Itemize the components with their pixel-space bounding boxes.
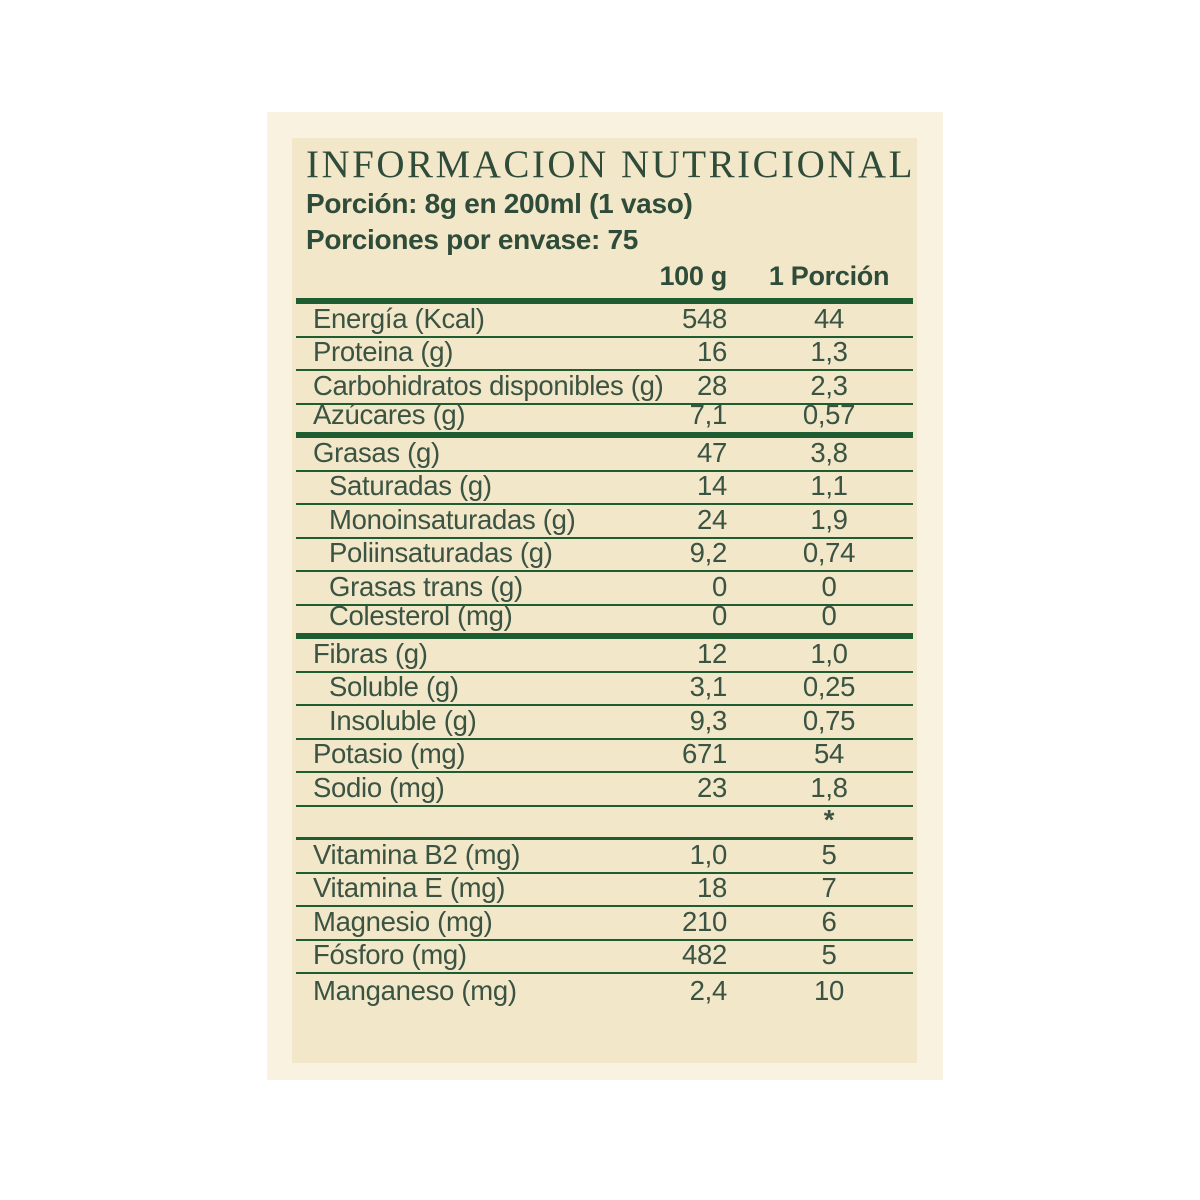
nutrition-label-panel: [292, 138, 917, 1063]
label-title: INFORMACION NUTRICIONAL: [306, 143, 915, 186]
table-row: [296, 740, 913, 774]
value-per-portion: 7: [821, 872, 837, 903]
value-per-portion: 1,0: [810, 637, 848, 669]
value-per-portion: 2,3: [810, 369, 848, 401]
table-row: [296, 974, 913, 1008]
nutrient-name: Vitamina E (mg): [313, 872, 506, 903]
value-per-portion: 10: [814, 974, 844, 1006]
table-row: [296, 706, 913, 740]
nutrient-name: Manganeso (mg): [313, 974, 517, 1006]
nutrient-name: Grasas trans (g): [329, 570, 523, 602]
col-header-per-portion: 1 Porción: [768, 261, 890, 291]
nutrient-name: Proteina (g): [313, 336, 454, 367]
value-per-portion: 0,25: [802, 671, 856, 702]
nutrient-name: Grasas (g): [313, 436, 440, 468]
table-row: [296, 639, 913, 673]
table-row: [296, 505, 913, 539]
value-per-portion: 0,57: [802, 399, 856, 430]
value-per-portion: 1,3: [810, 336, 848, 367]
nutrient-name: Monoinsaturadas (g): [329, 503, 576, 535]
value-per-portion: 1,9: [810, 503, 848, 535]
nutrient-name: Carbohidratos disponibles (g): [313, 369, 664, 401]
value-per-portion: 6: [821, 905, 837, 937]
value-per-100g: 2,4: [689, 974, 727, 1006]
value-per-100g: 7,1: [689, 399, 727, 430]
nutrient-name: Vitamina B2 (mg): [313, 838, 521, 870]
servings-per-container-line: Porciones por envase: 75: [306, 224, 639, 255]
nutrition-table: [296, 298, 913, 1008]
nutrient-name: Saturadas (g): [329, 470, 492, 501]
value-per-100g: 18: [697, 872, 727, 903]
table-row: [296, 874, 913, 908]
table-row: [296, 804, 913, 841]
table-row: [296, 840, 913, 874]
nutrient-name: Fibras (g): [313, 637, 428, 669]
value-per-100g: 23: [697, 771, 727, 803]
nutrient-name: Azúcares (g): [313, 399, 466, 430]
value-per-100g: 14: [697, 470, 727, 501]
column-headers: [296, 258, 913, 298]
table-row: [296, 600, 913, 640]
value-per-portion: 54: [814, 738, 844, 769]
value-per-portion: 3,8: [810, 436, 848, 468]
table-row: [296, 907, 913, 941]
table-row: [296, 399, 913, 439]
value-per-100g: 47: [697, 436, 727, 468]
nutrient-name: Magnesio (mg): [313, 905, 493, 937]
nutrient-name: Fósforo (mg): [313, 939, 467, 970]
footnote-marker: *: [823, 804, 835, 835]
value-per-100g: 9,2: [689, 537, 727, 568]
value-per-100g: 9,3: [689, 704, 727, 736]
value-per-portion: 5: [821, 838, 837, 870]
value-per-100g: 548: [682, 302, 727, 334]
nutrient-name: Poliinsaturadas (g): [329, 537, 553, 568]
nutrient-name: Insoluble (g): [329, 704, 477, 736]
label-header: [292, 138, 917, 258]
value-per-portion: 1,1: [810, 470, 848, 501]
table-row: [296, 472, 913, 506]
table-row: [296, 438, 913, 472]
value-per-100g: 0: [712, 600, 727, 631]
value-per-portion: 0: [821, 570, 837, 602]
table-row: [296, 941, 913, 975]
value-per-100g: 28: [697, 369, 727, 401]
value-per-portion: 5: [821, 939, 837, 970]
value-per-100g: 482: [682, 939, 727, 970]
table-row: [296, 673, 913, 707]
value-per-portion: 44: [814, 302, 844, 334]
value-per-portion: 1,8: [810, 771, 848, 803]
value-per-100g: 3,1: [689, 671, 727, 702]
value-per-100g: 210: [682, 905, 727, 937]
value-per-portion: 0,75: [802, 704, 856, 736]
table-row: [296, 773, 913, 807]
nutrient-name: Potasio (mg): [313, 738, 466, 769]
table-row: [296, 539, 913, 573]
table-row: [296, 304, 913, 338]
serving-size-line: Porción: 8g en 200ml (1 vaso): [306, 188, 693, 219]
value-per-100g: 1,0: [689, 838, 727, 870]
value-per-100g: 12: [697, 637, 727, 669]
nutrient-name: Colesterol (mg): [329, 600, 513, 631]
nutrient-name: Energía (Kcal): [313, 302, 485, 334]
nutrient-name: Soluble (g): [329, 671, 459, 702]
value-per-100g: 0: [712, 570, 727, 602]
col-header-per-100g: 100 g: [659, 261, 727, 291]
nutrient-name: Sodio (mg): [313, 771, 445, 803]
value-per-100g: 24: [697, 503, 727, 535]
value-per-portion: 0,74: [802, 537, 856, 568]
value-per-100g: 16: [697, 336, 727, 367]
table-row: [296, 338, 913, 372]
value-per-100g: 671: [682, 738, 727, 769]
value-per-portion: 0: [821, 600, 837, 631]
label-backdrop: [267, 112, 943, 1080]
